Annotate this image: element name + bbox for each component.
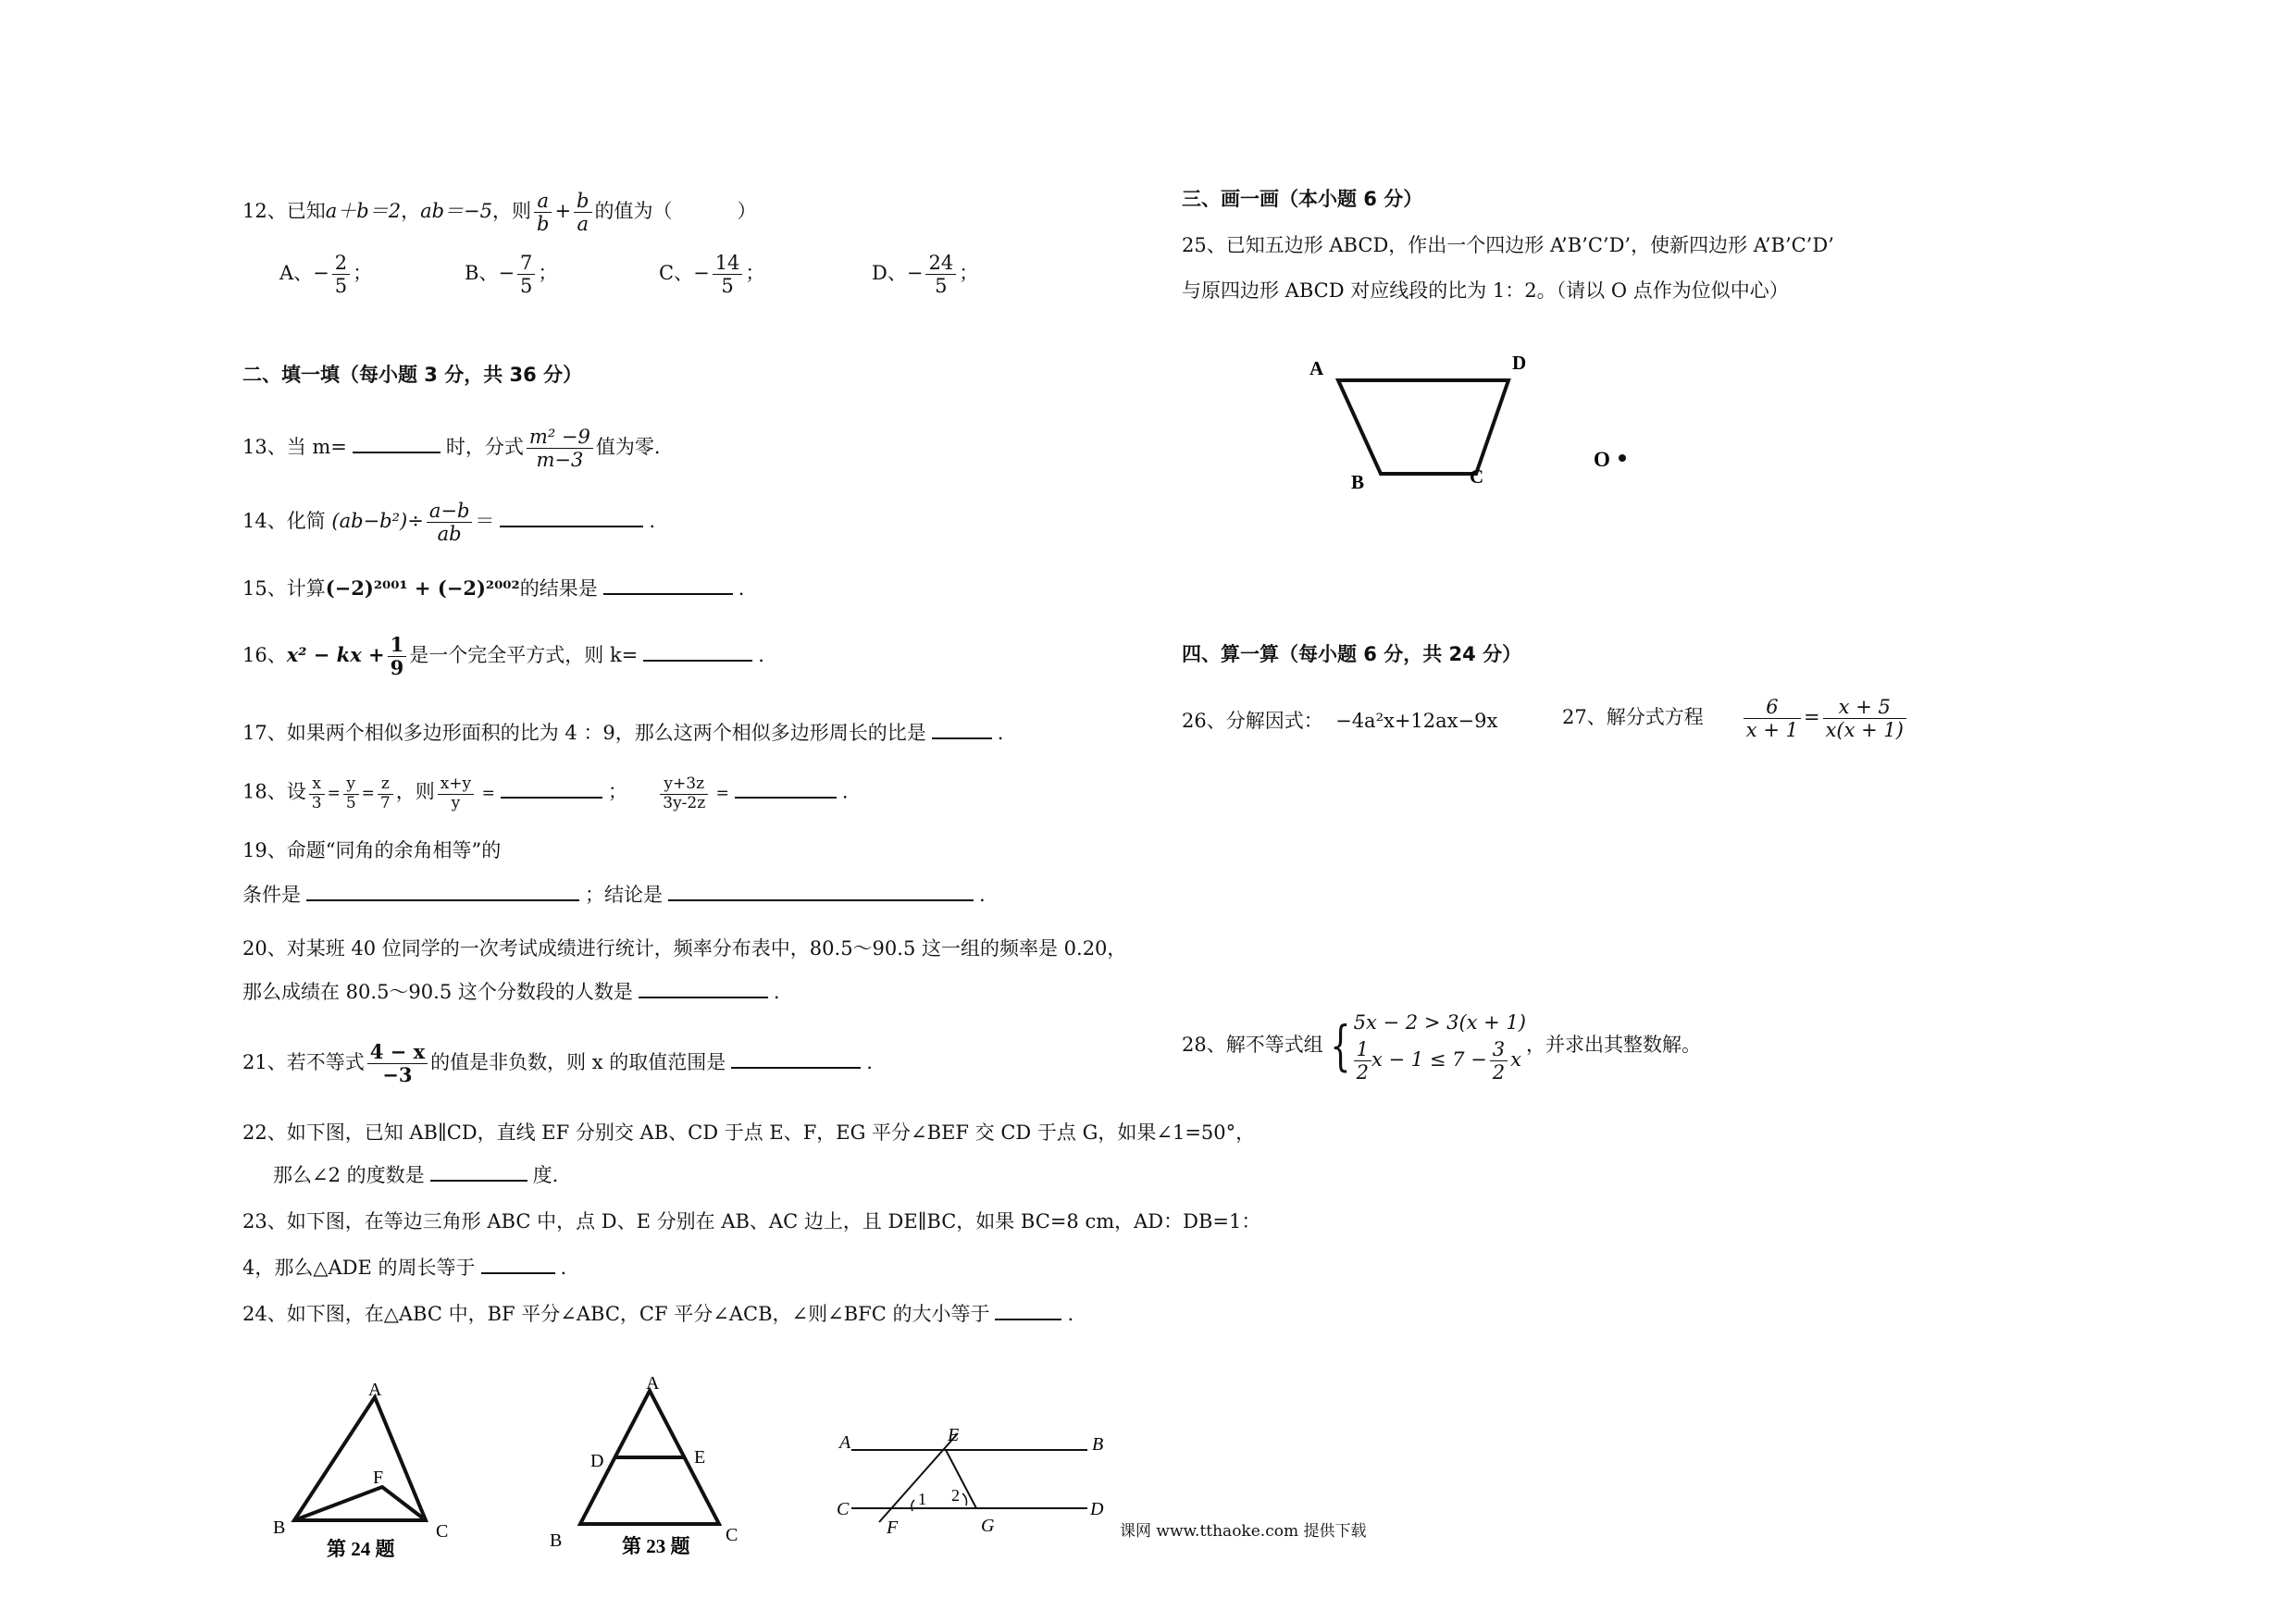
fraction: $\frac{\text{m² −9}}{m-3}$	[527, 426, 593, 471]
label-f: F	[887, 1518, 899, 1538]
fraction: $\frac{y+3z}{3y-2z}$	[660, 775, 708, 812]
label-d: D	[1090, 1499, 1104, 1519]
question-17: 17、如果两个相似多边形面积的比为 4 ：9，那么这两个相似多边形周长的比是 .	[242, 722, 1004, 744]
quadrilateral-abcd	[1338, 380, 1508, 474]
fraction: $\frac{7}{5}$	[517, 252, 535, 297]
point-o	[1619, 454, 1626, 462]
figure-24-caption: 第 24 题	[327, 1538, 395, 1560]
fraction: $\frac{1}{2}$	[1354, 1038, 1371, 1084]
label-g: G	[981, 1516, 995, 1536]
question-15: 15、计算(−2)²⁰⁰¹ + (−2)²⁰⁰²的结果是 .	[242, 576, 745, 600]
angle-1-label: 1	[918, 1490, 926, 1508]
question-18: 18、设 $\frac{x}{3}$ = $\frac{y}{5}$ = $\frac{z}{7}$ ，则 $\frac{x+y}{y}$ = ； $\frac{y+3z}{3y-2z}$ = .	[242, 774, 849, 812]
question-28: 28、解不等式组 { 5x − 2 > 3(x + 1) $\frac{1}{2}$ x − 1 ≤ 7 − $\frac{3}{2}$ x ，并求出其整数解。	[1182, 1009, 1701, 1084]
answer-blank	[306, 898, 579, 901]
fraction: $\frac{x+y}{y}$	[438, 775, 474, 812]
question-23-line-2: 4，那么△ADE 的周长等于 .	[242, 1257, 567, 1279]
label-o: O	[1594, 448, 1610, 471]
label-b: B	[1092, 1434, 1104, 1455]
fraction: $\frac{b}{a}$	[574, 190, 591, 235]
label-b: B	[1351, 471, 1365, 493]
question-24: 24、如下图，在△ABC 中，BF 平分∠ABC，CF 平分∠ACB，∠则∠BFC 的大小等于 .	[242, 1303, 1074, 1325]
figure-25-quadrilateral	[1296, 347, 1666, 493]
question-22-line-2: 那么∠2 的度数是 度.	[273, 1164, 559, 1186]
label-a: A	[368, 1380, 382, 1400]
question-22-line-1: 22、如下图，已知 AB∥CD，直线 EF 分别交 AB、CD 于点 E、F，EG 平分∠BEF 交 CD 于点 G，如果∠1=50°，	[242, 1121, 1256, 1144]
answer-blank	[995, 1318, 1061, 1320]
question-25-line-2: 与原四边形 ABCD 对应线段的比为 1：2。（请以 O 点作为位似中心）	[1182, 279, 1789, 302]
question-20-line-1: 20、对某班 40 位同学的一次考试成绩进行统计，频率分布表中，80.5～90.5 这一组的频率是 0.20，	[242, 937, 1127, 960]
fraction: $\frac{a-b}{ab}$	[427, 500, 473, 545]
fraction: $\frac{1}{9}$	[388, 634, 407, 679]
fraction: $\frac{z}{7}$	[378, 775, 393, 812]
q12-option-d: D、− $\frac{24}{5}$ ；	[872, 252, 979, 298]
question-23-line-1: 23、如下图，在等边三角形 ABC 中，点 D、E 分别在 AB、AC 边上，且 DE∥BC，如果 BC=8 cm，AD：DB=1：	[242, 1210, 1261, 1233]
fraction: $\frac{3}{2}$	[1490, 1038, 1508, 1084]
q12-option-b: B、− $\frac{7}{5}$ ；	[465, 252, 558, 298]
ray-eg	[946, 1450, 976, 1508]
label-e: E	[694, 1447, 706, 1468]
fraction: $\frac{4 - x}{-3}$	[367, 1041, 428, 1086]
figure-23	[546, 1374, 750, 1568]
label-a: A	[646, 1373, 660, 1394]
question-21: 21、若不等式 $\frac{4 - x}{-3}$ 的值是非负数，则 x 的取值范围是 .	[242, 1040, 873, 1087]
question-12: 12、已知a＋b＝2，ab＝−5，则 $\frac{a}{b}$ + $\frac{b}{a}$ 的值为（ ）	[242, 190, 757, 236]
question-19-line-2: 条件是 ；结论是 .	[242, 884, 986, 906]
label-a: A	[839, 1432, 851, 1453]
question-26: 26、分解因式： −4a²x+12ax−9x	[1182, 710, 1498, 732]
section-2-heading: 二、填一填（每小题 3 分，共 36 分）	[242, 364, 583, 386]
section-3-heading: 三、画一画（本小题 6 分）	[1182, 188, 1423, 210]
question-19-line-1: 19、命题“同角的余角相等”的	[242, 839, 502, 861]
answer-blank	[603, 592, 733, 595]
question-27: 27、解分式方程 $\frac{6}{x + 1}$ = $\frac{x + 5}{x(x + 1)}$	[1562, 696, 1909, 741]
label-a: A	[1309, 357, 1324, 379]
answer-blank	[735, 796, 837, 799]
label-c: C	[837, 1499, 850, 1519]
figure-22	[824, 1420, 1120, 1541]
label-c: C	[436, 1521, 449, 1542]
answer-blank	[639, 996, 768, 998]
question-20-line-2: 那么成绩在 80.5～90.5 这个分数段的人数是 .	[242, 981, 780, 1003]
answer-blank	[501, 796, 602, 799]
question-13: 13、当 m= 时，分式 $\frac{\text{m² −9}}{m-3}$ 值为零.	[242, 426, 661, 472]
answer-blank	[353, 451, 441, 453]
answer-blank	[430, 1179, 527, 1182]
figure-23-caption: 第 23 题	[622, 1535, 690, 1557]
fraction: $\frac{24}{5}$	[925, 252, 956, 297]
answer-blank	[731, 1066, 861, 1069]
label-b: B	[550, 1530, 563, 1551]
fraction: $\frac{x}{3}$	[309, 775, 325, 812]
fraction: $\frac{a}{b}$	[534, 190, 552, 235]
answer-blank	[500, 525, 643, 527]
label-f: F	[373, 1468, 384, 1488]
angle-2-label: 2	[951, 1486, 960, 1505]
question-14: 14、化简 (ab−b²)÷ $\frac{a-b}{ab}$ ＝ .	[242, 500, 656, 546]
q12-option-a: A、− $\frac{2}{5}$ ；	[279, 252, 373, 298]
system-brace: {	[1330, 1014, 1351, 1078]
fraction: $\frac{y}{5}$	[343, 775, 359, 812]
fraction: $\frac{x + 5}{x(x + 1)}$	[1823, 696, 1906, 741]
label-d: D	[1512, 352, 1527, 374]
answer-blank	[643, 659, 752, 662]
fraction: $\frac{6}{x + 1}$	[1744, 696, 1801, 741]
label-d: D	[590, 1451, 604, 1471]
angle-2-arc	[962, 1493, 967, 1505]
label-c: C	[726, 1525, 738, 1545]
answer-blank	[668, 898, 974, 901]
figure-24	[264, 1380, 449, 1568]
answer-blank	[932, 737, 992, 739]
q12-option-c: C、− $\frac{14}{5}$ ；	[659, 252, 765, 298]
fraction: $\frac{2}{5}$	[332, 252, 350, 297]
inequality-system: 5x − 2 > 3(x + 1) $\frac{1}{2}$ x − 1 ≤ 7 − $\frac{3}{2}$ x	[1353, 1011, 1526, 1084]
triangle-abc	[294, 1397, 426, 1520]
question-25-line-1: 25、已知五边形 ABCD，作出一个四边形 A’B’C’D’，使新四边形 A’B’C’D’	[1182, 234, 1834, 256]
answer-blank	[481, 1271, 555, 1274]
footer-credit: 课网 www.tthaoke.com 提供下载	[1120, 1522, 1367, 1541]
label-e: E	[948, 1425, 960, 1445]
label-b: B	[273, 1518, 286, 1538]
angle-1-arc	[912, 1500, 914, 1511]
label-c: C	[1470, 465, 1484, 488]
fraction: $\frac{14}{5}$	[713, 252, 743, 297]
question-16: 16、x² − kx + $\frac{1}{9}$ 是一个完全平方式，则 k= .	[242, 633, 764, 680]
section-4-heading: 四、算一算（每小题 6 分，共 24 分）	[1182, 643, 1522, 665]
